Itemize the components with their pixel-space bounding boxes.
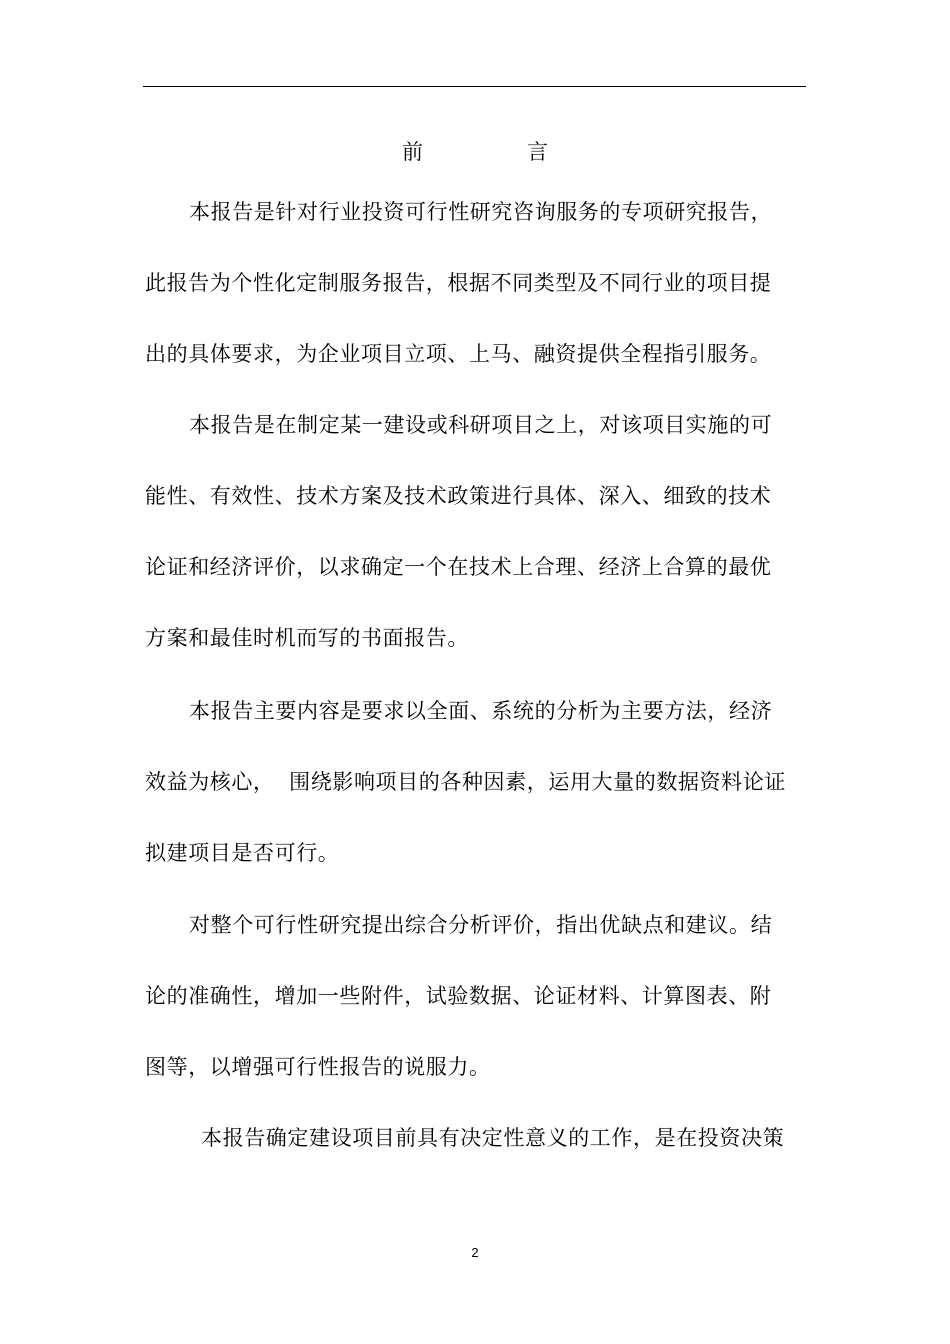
page-title (0, 134, 950, 170)
paragraph-line: 拟建项目是否可行。 (145, 841, 340, 865)
paragraph-1 (145, 177, 809, 390)
paragraph-line: 本报告主要内容是要求以全面、系统的分析为主要方法，经济 (189, 699, 773, 723)
paragraph-line: 效益为核心， 围绕影响项目的各种因素，运用大量的数据资料论证 (145, 770, 786, 794)
paragraph-line: 对整个可行性研究提出综合分析评价，指出优缺点和建议。结 (189, 913, 773, 937)
paragraph-line: 本报告是在制定某一建设或科研项目之上，对该项目实施的可 (189, 413, 773, 437)
paragraph-5 (145, 1103, 809, 1174)
title-char-left: 前 (402, 140, 423, 164)
paragraph-3 (145, 676, 809, 889)
paragraph-line: 图等，以增强可行性报告的说服力。 (145, 1055, 491, 1079)
page-number: 2 (471, 1245, 479, 1260)
paragraph-line: 方案和最佳时机而写的书面报告。 (145, 626, 469, 650)
paragraph-4 (145, 890, 809, 1103)
title-char-right: 言 (527, 140, 548, 164)
paragraph-line: 出的具体要求，为企业项目立项、上马、融资提供全程指引服务。 (145, 342, 772, 366)
paragraph-2 (145, 390, 809, 674)
header-rule (143, 86, 806, 87)
paragraph-line: 此报告为个性化定制服务报告，根据不同类型及不同行业的项目提 (145, 271, 772, 295)
paragraph-line: 本报告确定建设项目前具有决定性意义的工作，是在投资决策 (201, 1126, 785, 1150)
paragraph-line: 能性、有效性、技术方案及技术政策进行具体、深入、细致的技术 (145, 484, 772, 508)
paragraph-line: 论的准确性，增加一些附件，试验数据、论证材料、计算图表、附 (145, 984, 772, 1008)
paragraph-line: 论证和经济评价，以求确定一个在技术上合理、经济上合算的最优 (145, 555, 772, 579)
paragraph-line: 本报告是针对行业投资可行性研究咨询服务的专项研究报告， (189, 200, 773, 224)
